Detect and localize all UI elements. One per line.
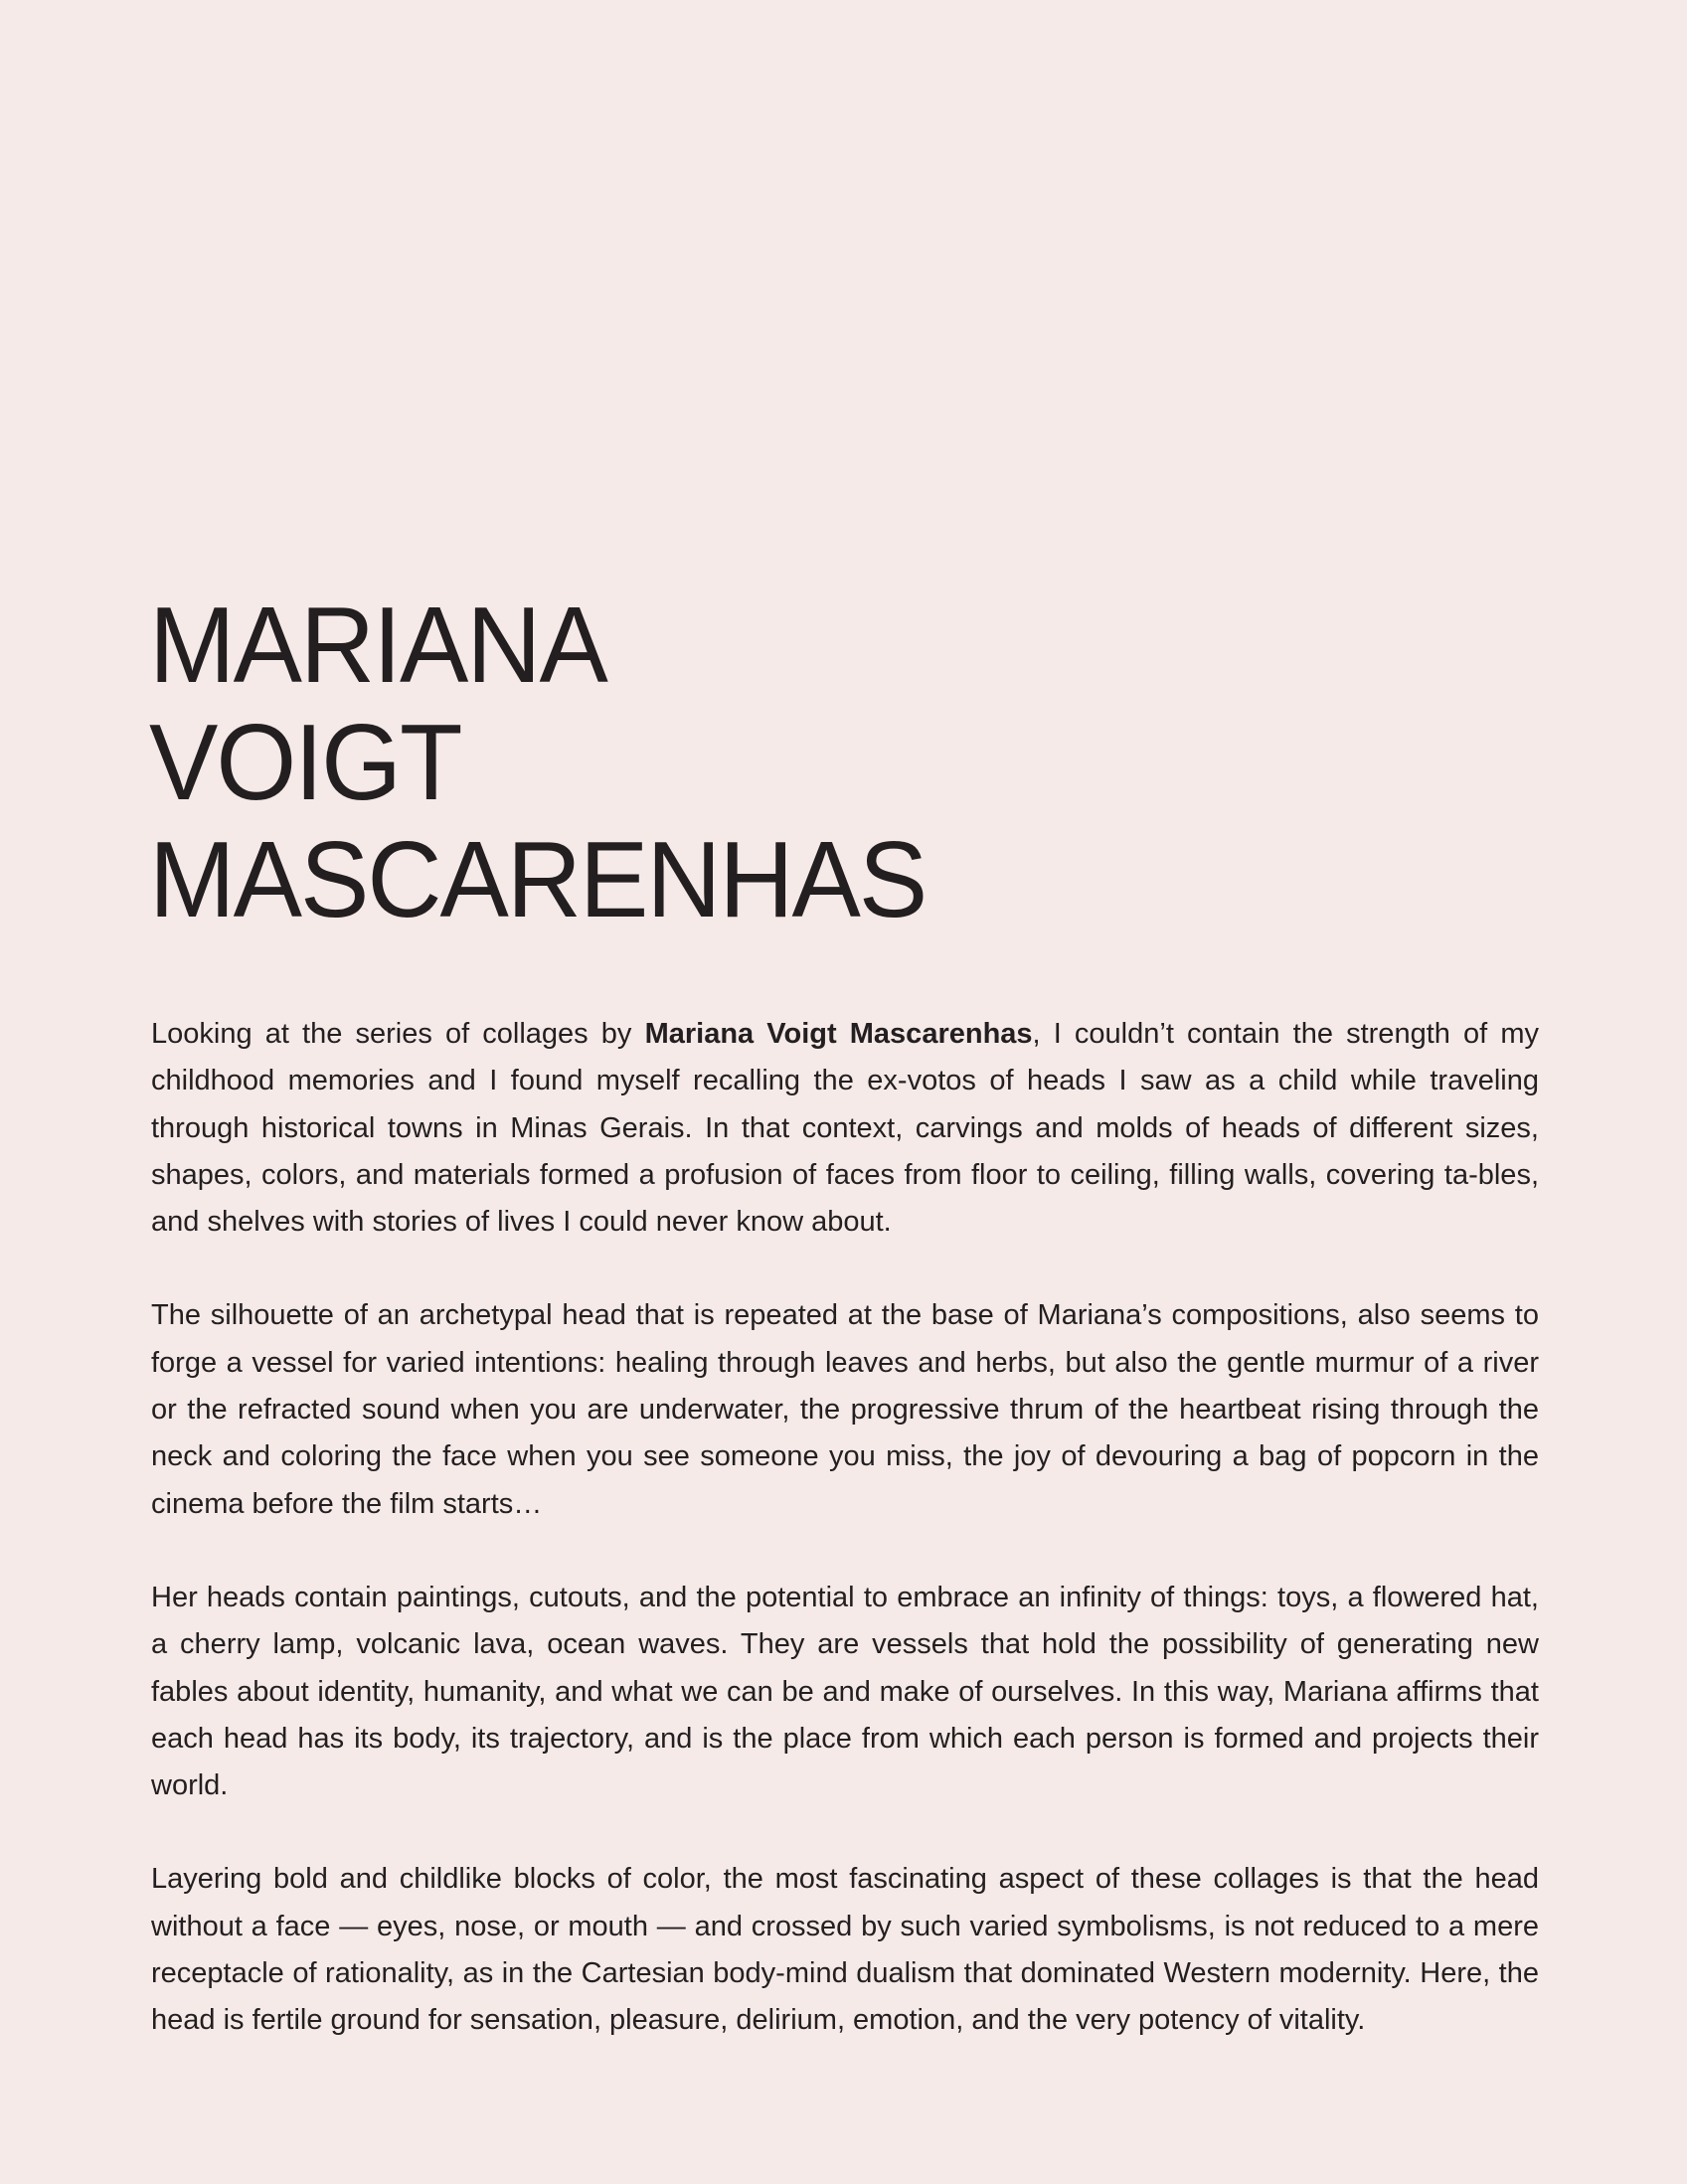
paragraph-1-intro: Looking at the series of collages by [151,1018,645,1050]
title-line-3: MASCARENHAS [149,820,927,940]
title-line-1: MARIANA [149,586,606,706]
essay-body [151,1011,1539,2045]
paragraph-3: Her heads contain paintings, cutouts, and the potential to embrace an infinity of things: toys, a flowered hat, a cherry lamp, volcanic lava, ocean waves. They are vessels that hold the possibility of generating new fables about identity, humanity, and what we can be and make of ourselves. In this way, Mariana affirms that each head has its body, its trajectory, and is the place from which each person is formed and projects their world. [151,1581,1539,1802]
title-line-2: VOIGT [149,703,461,823]
paragraph-4: Layering bold and childlike blocks of color, the most fascinating aspect of these collages is that the head without a face — eyes, nose, or mouth — and crossed by such varied symbolisms, is not reduced to a mere receptacle of rationality, as in the Cartesian body-mind dualism that dominated Western modernity. Here, the head is fertile ground for sensation, pleasure, delirium, emotion, and the very potency of vitality. [151,1863,1539,2037]
artist-name-title [149,585,1541,940]
paragraph-1 [151,1011,1539,1246]
paragraph-1-rest: , I couldn’t contain the strength of my childhood memories and I found myself recalling the ex-votos of heads I saw as a child while traveling through historical towns in Minas Gerais. In that context, carvings and molds of heads of different sizes, shapes, colors, and materials formed a profusion of faces from floor to ceiling, filling walls, covering ta-bles, and shelves with stories of lives I could never know about. [151,1018,1539,1239]
paragraph-2: The silhouette of an archetypal head that is repeated at the base of Mariana’s compositions, also seems to forge a vessel for varied intentions: healing through leaves and herbs, but also the gentle murmur of a river or the refracted sound when you are underwater, the progressive thrum of the heartbeat rising through the neck and coloring the face when you see someone you miss, the joy of devouring a bag of popcorn in the cinema before the film starts… [151,1299,1539,1520]
artist-name-bold: Mariana Voigt Mascarenhas [644,1018,1033,1050]
